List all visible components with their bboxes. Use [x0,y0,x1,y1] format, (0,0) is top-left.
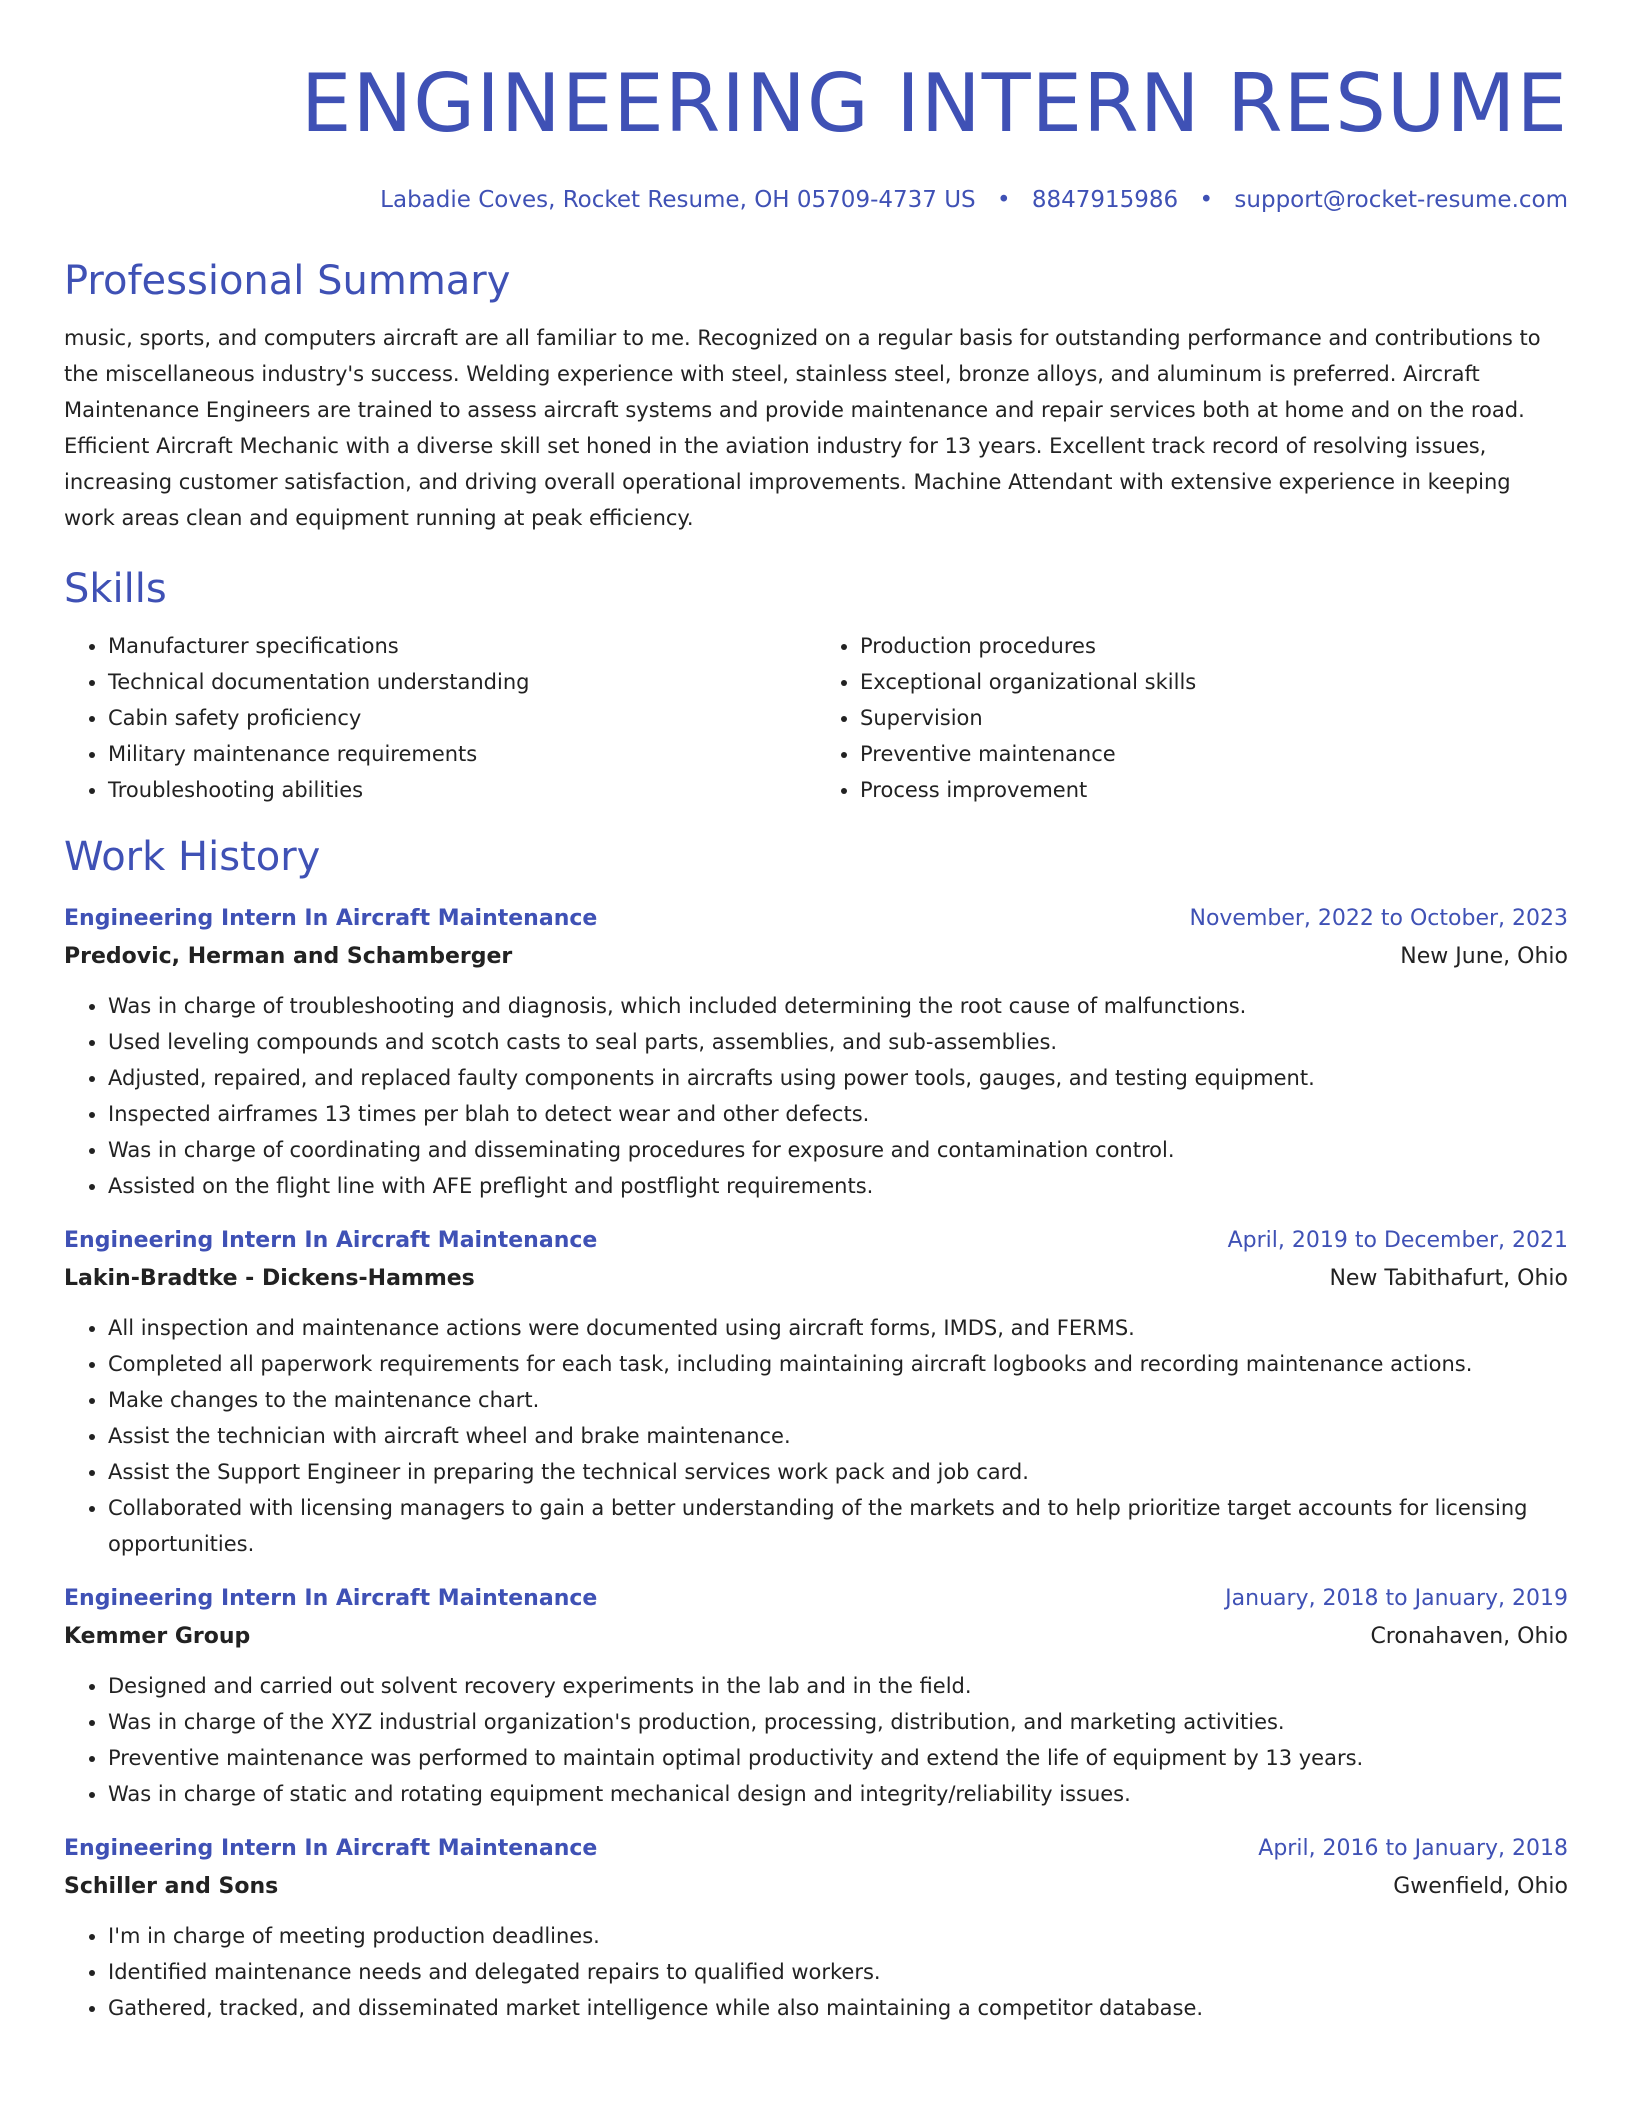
job-bullet: • Was in charge of coordinating and disseminating procedures for exposure and contamination control. [108,1132,1568,1168]
job-company: Lakin-Bradtke - Dickens-Hammes [64,1266,475,1291]
summary-text: music, sports, and computers aircraft are all familiar to me. Recognized on a regular basis for outstanding performance and contributions to the miscellaneous industry's success. Welding experience with steel, stainless steel, bronze alloys, and aluminum is preferred. Aircraft Maintenance Engineers are trained to assess aircraft systems and provide maintenance and repair services both at home and on the road. Efficient Aircraft Mechanic with a diverse skill set honed in the aviation industry for 13 years. Excellent track record of resolving issues, increasing customer satisfaction, and driving overall operational improvements. Machine Attendant with extensive experience in keeping work areas clean and equipment running at peak efficiency. [64,326,1541,530]
job-entry [64,900,1568,1204]
skill-item: • Technical documentation understanding [108,664,816,700]
job-bullets [64,1310,1568,1562]
job-bullet: • I'm in charge of meeting production deadlines. [108,1918,1568,1954]
skill-item: • Preventive maintenance [860,736,1568,772]
summary-heading: Professional Summary [64,258,511,304]
job-title: Engineering Intern In Aircraft Maintenance [64,1228,598,1253]
skill-item: • Exceptional organizational skills [860,664,1568,700]
job-bullet: • Assisted on the flight line with AFE preflight and postflight requirements. [108,1168,1568,1204]
job-dates: April, 2019 to December, 2021 [1227,1228,1568,1253]
work-history-heading: Work History [64,834,321,880]
job-bullet: • Assist the technician with aircraft wheel and brake maintenance. [108,1418,1568,1454]
job-bullet: • Was in charge of troubleshooting and diagnosis, which included determining the root cause of malfunctions. [108,988,1568,1024]
skill-item: • Military maintenance requirements [108,736,816,772]
job-location: Cronahaven, Ohio [1370,1624,1568,1649]
resume-page [64,0,1568,2026]
job-bullet: • Collaborated with licensing managers to gain a better understanding of the markets and to help prioritize target accounts for licensing opportunities. [108,1490,1568,1562]
job-bullet: • Designed and carried out solvent recovery experiments in the lab and in the field. [108,1668,1568,1704]
job-bullet: • All inspection and maintenance actions were documented using aircraft forms, IMDS, and FERMS. [108,1310,1568,1346]
job-bullet: • Adjusted, repaired, and replaced faulty components in aircrafts using power tools, gauges, and testing equipment. [108,1060,1568,1096]
job-entry [64,1580,1568,1812]
job-location: Gwenfield, Ohio [1393,1874,1568,1899]
skill-item: • Process improvement [860,772,1568,808]
job-bullet: • Make changes to the maintenance chart. [108,1382,1568,1418]
job-bullet: • Gathered, tracked, and disseminated market intelligence while also maintaining a competitor database. [108,1990,1568,2026]
job-entry [64,1830,1568,2026]
job-bullets [64,1668,1568,1812]
job-bullet: • Preventive maintenance was performed to maintain optimal productivity and extend the life of equipment by 13 years. [108,1740,1568,1776]
job-location: New Tabithafurt, Ohio [1329,1266,1568,1291]
skills-column-right [816,628,1568,808]
job-title: Engineering Intern In Aircraft Maintenance [64,1586,598,1611]
contact-email[interactable]: support@rocket-resume.com [1234,187,1568,213]
job-bullet: • Was in charge of the XYZ industrial organization's production, processing, distribution, and marketing activities. [108,1704,1568,1740]
job-bullets [64,1918,1568,2026]
skill-item: • Manufacturer specifications [108,628,816,664]
contact-line [64,184,1568,216]
skill-item: • Troubleshooting abilities [108,772,816,808]
job-dates: April, 2016 to January, 2018 [1258,1836,1568,1861]
skills-heading: Skills [64,566,167,612]
job-dates: January, 2018 to January, 2019 [1225,1586,1568,1611]
job-bullet: • Identified maintenance needs and delegated repairs to qualified workers. [108,1954,1568,1990]
contact-separator: • [1199,187,1214,213]
skills-list [64,628,1568,808]
job-location: New June, Ohio [1400,944,1568,969]
job-bullet: • Was in charge of static and rotating equipment mechanical design and integrity/reliability issues. [108,1776,1568,1812]
job-company: Kemmer Group [64,1624,251,1649]
job-company: Predovic, Herman and Schamberger [64,944,513,969]
job-title: Engineering Intern In Aircraft Maintenance [64,1836,598,1861]
job-bullets [64,988,1568,1204]
job-entry [64,1222,1568,1562]
job-bullet: • Inspected airframes 13 times per blah to detect wear and other defects. [108,1096,1568,1132]
contact-phone: 8847915986 [1031,187,1179,213]
skill-item: • Cabin safety proficiency [108,700,816,736]
resume-title: ENGINEERING INTERN RESUME [300,57,1568,150]
job-bullet: • Used leveling compounds and scotch casts to seal parts, assemblies, and sub-assemblies. [108,1024,1568,1060]
contact-separator: • [996,187,1011,213]
skill-item: • Production procedures [860,628,1568,664]
skills-column-left [64,628,816,808]
job-dates: November, 2022 to October, 2023 [1189,906,1568,931]
job-bullet: • Assist the Support Engineer in preparing the technical services work pack and job card. [108,1454,1568,1490]
skill-item: • Supervision [860,700,1568,736]
job-company: Schiller and Sons [64,1874,279,1899]
job-title: Engineering Intern In Aircraft Maintenance [64,906,598,931]
contact-address: Labadie Coves, Rocket Resume, OH 05709-4737 US [380,187,976,213]
job-bullet: • Completed all paperwork requirements for each task, including maintaining aircraft logbooks and recording maintenance actions. [108,1346,1568,1382]
